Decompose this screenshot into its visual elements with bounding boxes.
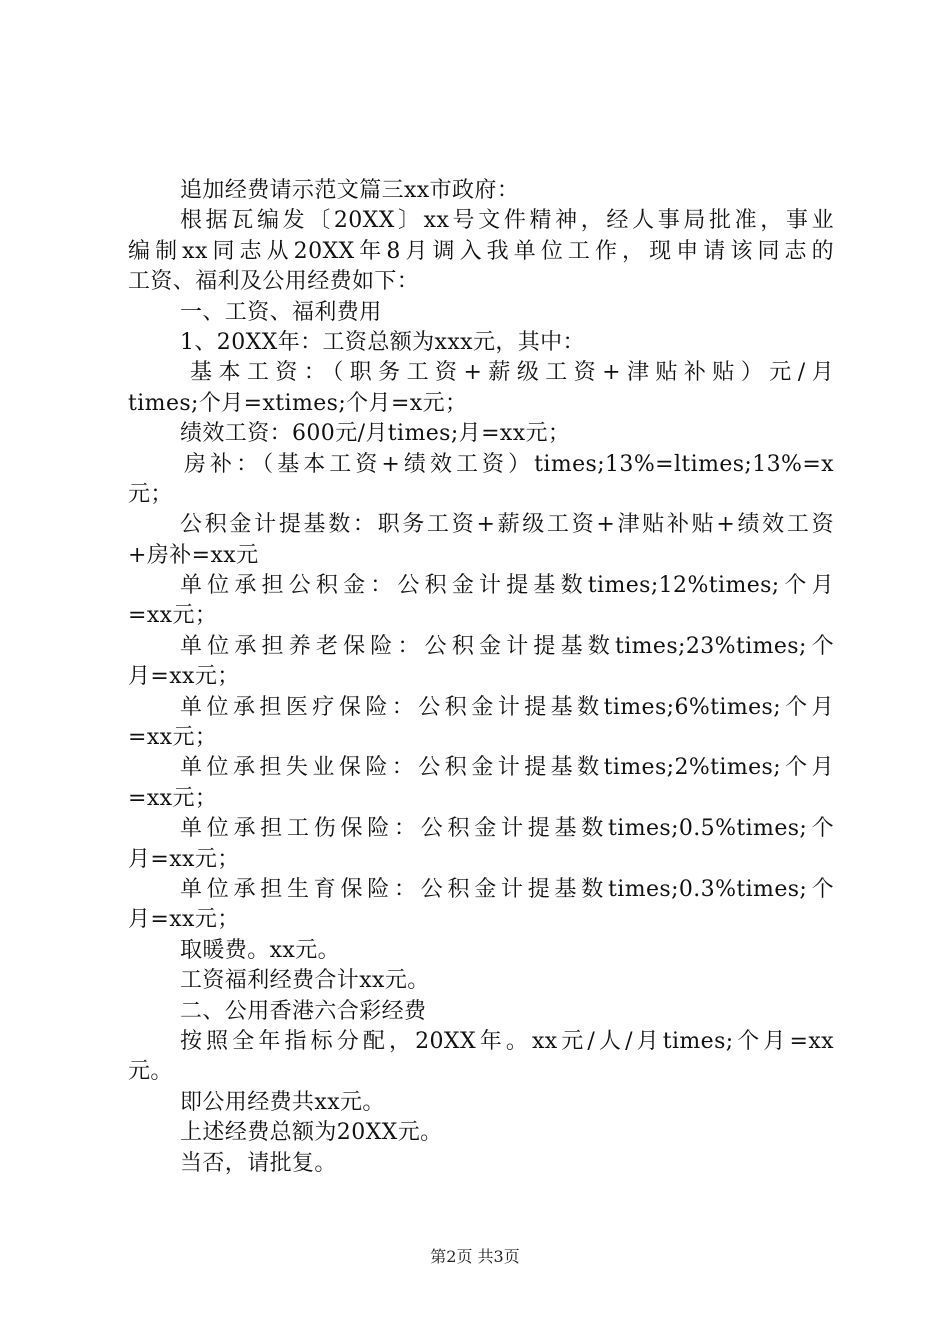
paragraph-line: 根据瓦编发〔20XX〕xx号文件精神，经人事局批准，事业: [180, 208, 834, 234]
paragraph-line: 月=xx元；: [128, 664, 240, 690]
paragraph-line: 元；: [128, 481, 173, 507]
paragraph-line: 元。: [128, 1059, 173, 1085]
paragraph-line: =xx元；: [128, 785, 218, 811]
document-body: [128, 176, 834, 1179]
paragraph-line: 单位承担失业保险：公积金计提基数times;2%times;个月: [180, 755, 834, 781]
paragraph-line: 上述经费总额为20XX元。: [180, 1120, 443, 1146]
paragraph-line: 基本工资：（职务工资+薪级工资+津贴补贴）元/月: [190, 360, 834, 386]
paragraph-line: 工资福利经费合计xx元。: [180, 968, 430, 994]
paragraph-line: 单位承担生育保险：公积金计提基数times;0.3%times;个: [180, 876, 834, 902]
paragraph-line: 房补：（基本工资+绩效工资）times;13%=ltimes;13%=x: [184, 451, 834, 477]
paragraph-line: 1、20XX年：工资总额为xxx元，其中：: [180, 329, 585, 355]
paragraph-line: 月=xx元；: [128, 907, 240, 933]
paragraph-line: 按照全年指标分配，20XX年。xx元/人/月times;个月=xx: [180, 1028, 834, 1054]
paragraph-line: 单位承担医疗保险：公积金计提基数times;6%times;个月: [180, 694, 834, 720]
paragraph-line: 绩效工资：600元/月times;月=xx元；: [180, 421, 571, 447]
paragraph-line: 单位承担养老保险：公积金计提基数times;23%times;个: [180, 633, 834, 659]
paragraph-line: 追加经费请示范文篇三xx市政府：: [180, 178, 520, 203]
paragraph-line: 即公用经费共xx元。: [180, 1089, 385, 1115]
section-heading: 二、公用香港六合彩经费: [180, 998, 427, 1024]
paragraph-line: 单位承担公积金：公积金计提基数times;12%times;个月: [180, 573, 834, 599]
paragraph-line: 月=xx元；: [128, 846, 240, 872]
paragraph-line: 取暖费。xx元。: [180, 937, 341, 963]
page-number-footer: 第2页 共3页: [430, 1247, 520, 1266]
paragraph-line: =xx元；: [128, 725, 218, 751]
paragraph-line: 编制xx同志从20XX年8月调入我单位工作，现申请该同志的: [128, 238, 834, 264]
paragraph-line: 单位承担工伤保险：公积金计提基数times;0.5%times;个: [180, 816, 834, 842]
paragraph-line: =xx元；: [128, 603, 218, 629]
paragraph-line: 工资、福利及公用经费如下：: [128, 269, 420, 295]
section-heading: 一、工资、福利费用: [180, 299, 382, 325]
paragraph-line: times;个月=xtimes;个月=x元；: [128, 390, 468, 416]
paragraph-line: +房补=xx元: [128, 542, 259, 568]
paragraph-line: 公积金计提基数：职务工资+薪级工资+津贴补贴+绩效工资: [180, 512, 834, 538]
paragraph-line: 当否，请批复。: [180, 1150, 337, 1176]
